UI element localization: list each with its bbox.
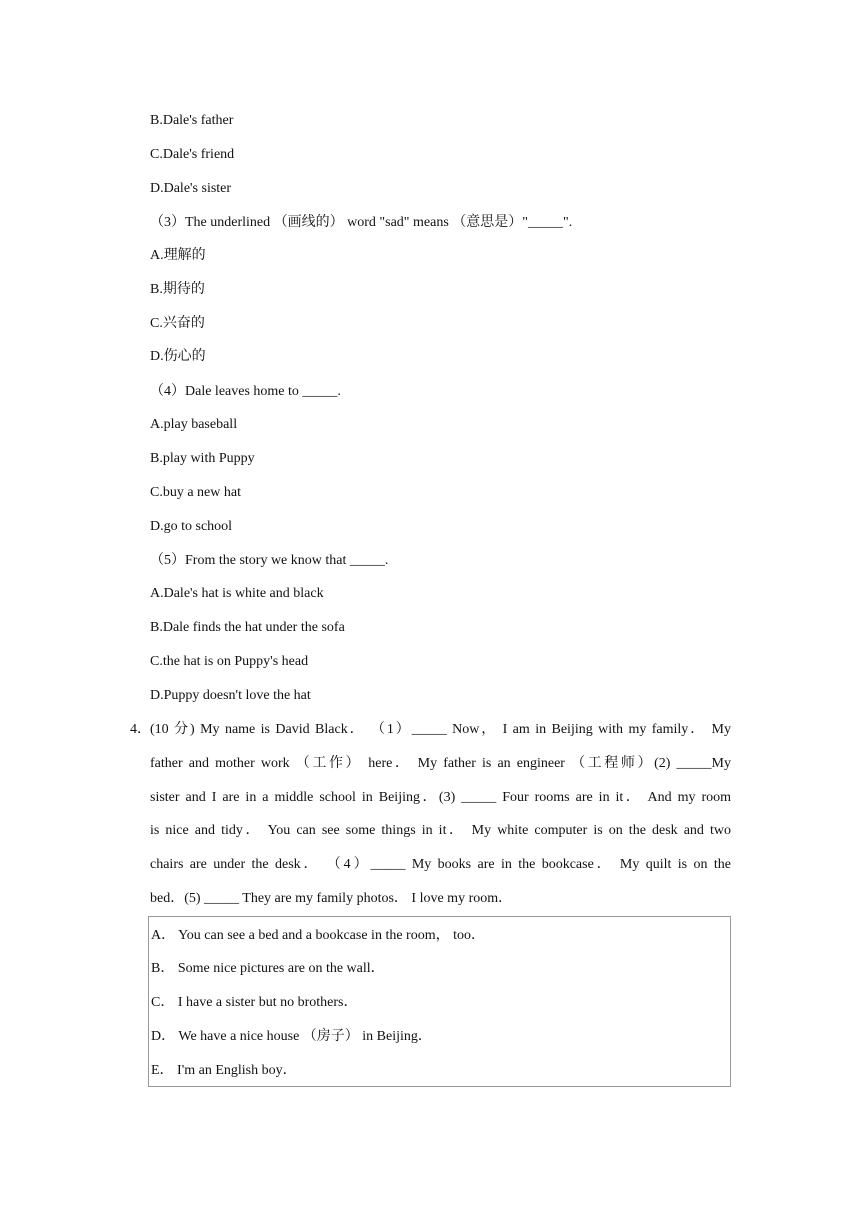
q4-option-e: E． I'm an English boy． <box>151 1063 297 1078</box>
q4-option-d: D． We have a nice house （房子） in Beijing． <box>151 1029 432 1044</box>
q4-passage <box>150 713 731 916</box>
q3-part5-option-a: A.Dale's hat is white and black <box>150 586 324 601</box>
q4-passage-line-3: sister and I are in a middle school in Beijing．(3) _____ Four rooms are in it． And my room <box>150 789 731 805</box>
q3-part5-option-b: B.Dale finds the hat under the sofa <box>150 620 345 635</box>
q4-passage-line-1: (10 分) My name is David Black． （1）_____ Now， I am in Beijing with my family． My <box>150 722 731 737</box>
q3-part4-option-c: C.buy a new hat <box>150 485 241 500</box>
q4-number: 4． <box>130 722 151 737</box>
q3-part5-stem: （5）From the story we know that _____. <box>150 553 389 568</box>
q3-part3-option-c: C.兴奋的 <box>150 316 205 331</box>
q3-part2-option-d: D.Dale's sister <box>150 181 232 196</box>
q4-options-box <box>148 916 731 1087</box>
q3-part5-option-d: D.Puppy doesn't love the hat <box>150 688 311 703</box>
q3-part3-option-a: A.理解的 <box>150 248 206 263</box>
q3-part3-option-d: D.伤心的 <box>150 349 206 364</box>
q4-passage-line-5: chairs are under the desk． （4）_____ My books are in the bookcase． My quilt is on the <box>150 857 731 873</box>
q3-part3-option-b: B.期待的 <box>150 282 205 297</box>
q4-passage-line-2: father and mother work （工作） here． My father is an engineer （工程师）(2) _____My <box>150 755 731 771</box>
q3-part2-option-c: C.Dale's friend <box>150 147 235 162</box>
q4-option-a: A． You can see a bed and a bookcase in the room， too． <box>151 928 485 943</box>
q3-part3-stem: （3）The underlined （画线的） word "sad" means （意思是）"_____". <box>150 215 573 230</box>
q4-passage-line-6: bed．(5) _____ They are my family photos． I love my room． <box>150 890 513 906</box>
q4-passage-line-4: is nice and tidy． You can see some things in it． My white computer is on the desk and two <box>150 823 731 839</box>
q3-part4-option-b: B.play with Puppy <box>150 451 255 466</box>
q3-part2-option-b: B.Dale's father <box>150 113 234 128</box>
q3-part4-option-a: A.play baseball <box>150 417 238 432</box>
q3-part4-option-d: D.go to school <box>150 519 233 534</box>
q4-option-b: B． Some nice pictures are on the wall． <box>151 961 385 976</box>
q4-option-c: C． I have a sister but no brothers． <box>151 995 358 1010</box>
q3-part4-stem: （4）Dale leaves home to _____. <box>150 384 341 399</box>
q3-part5-option-c: C.the hat is on Puppy's head <box>150 654 309 669</box>
